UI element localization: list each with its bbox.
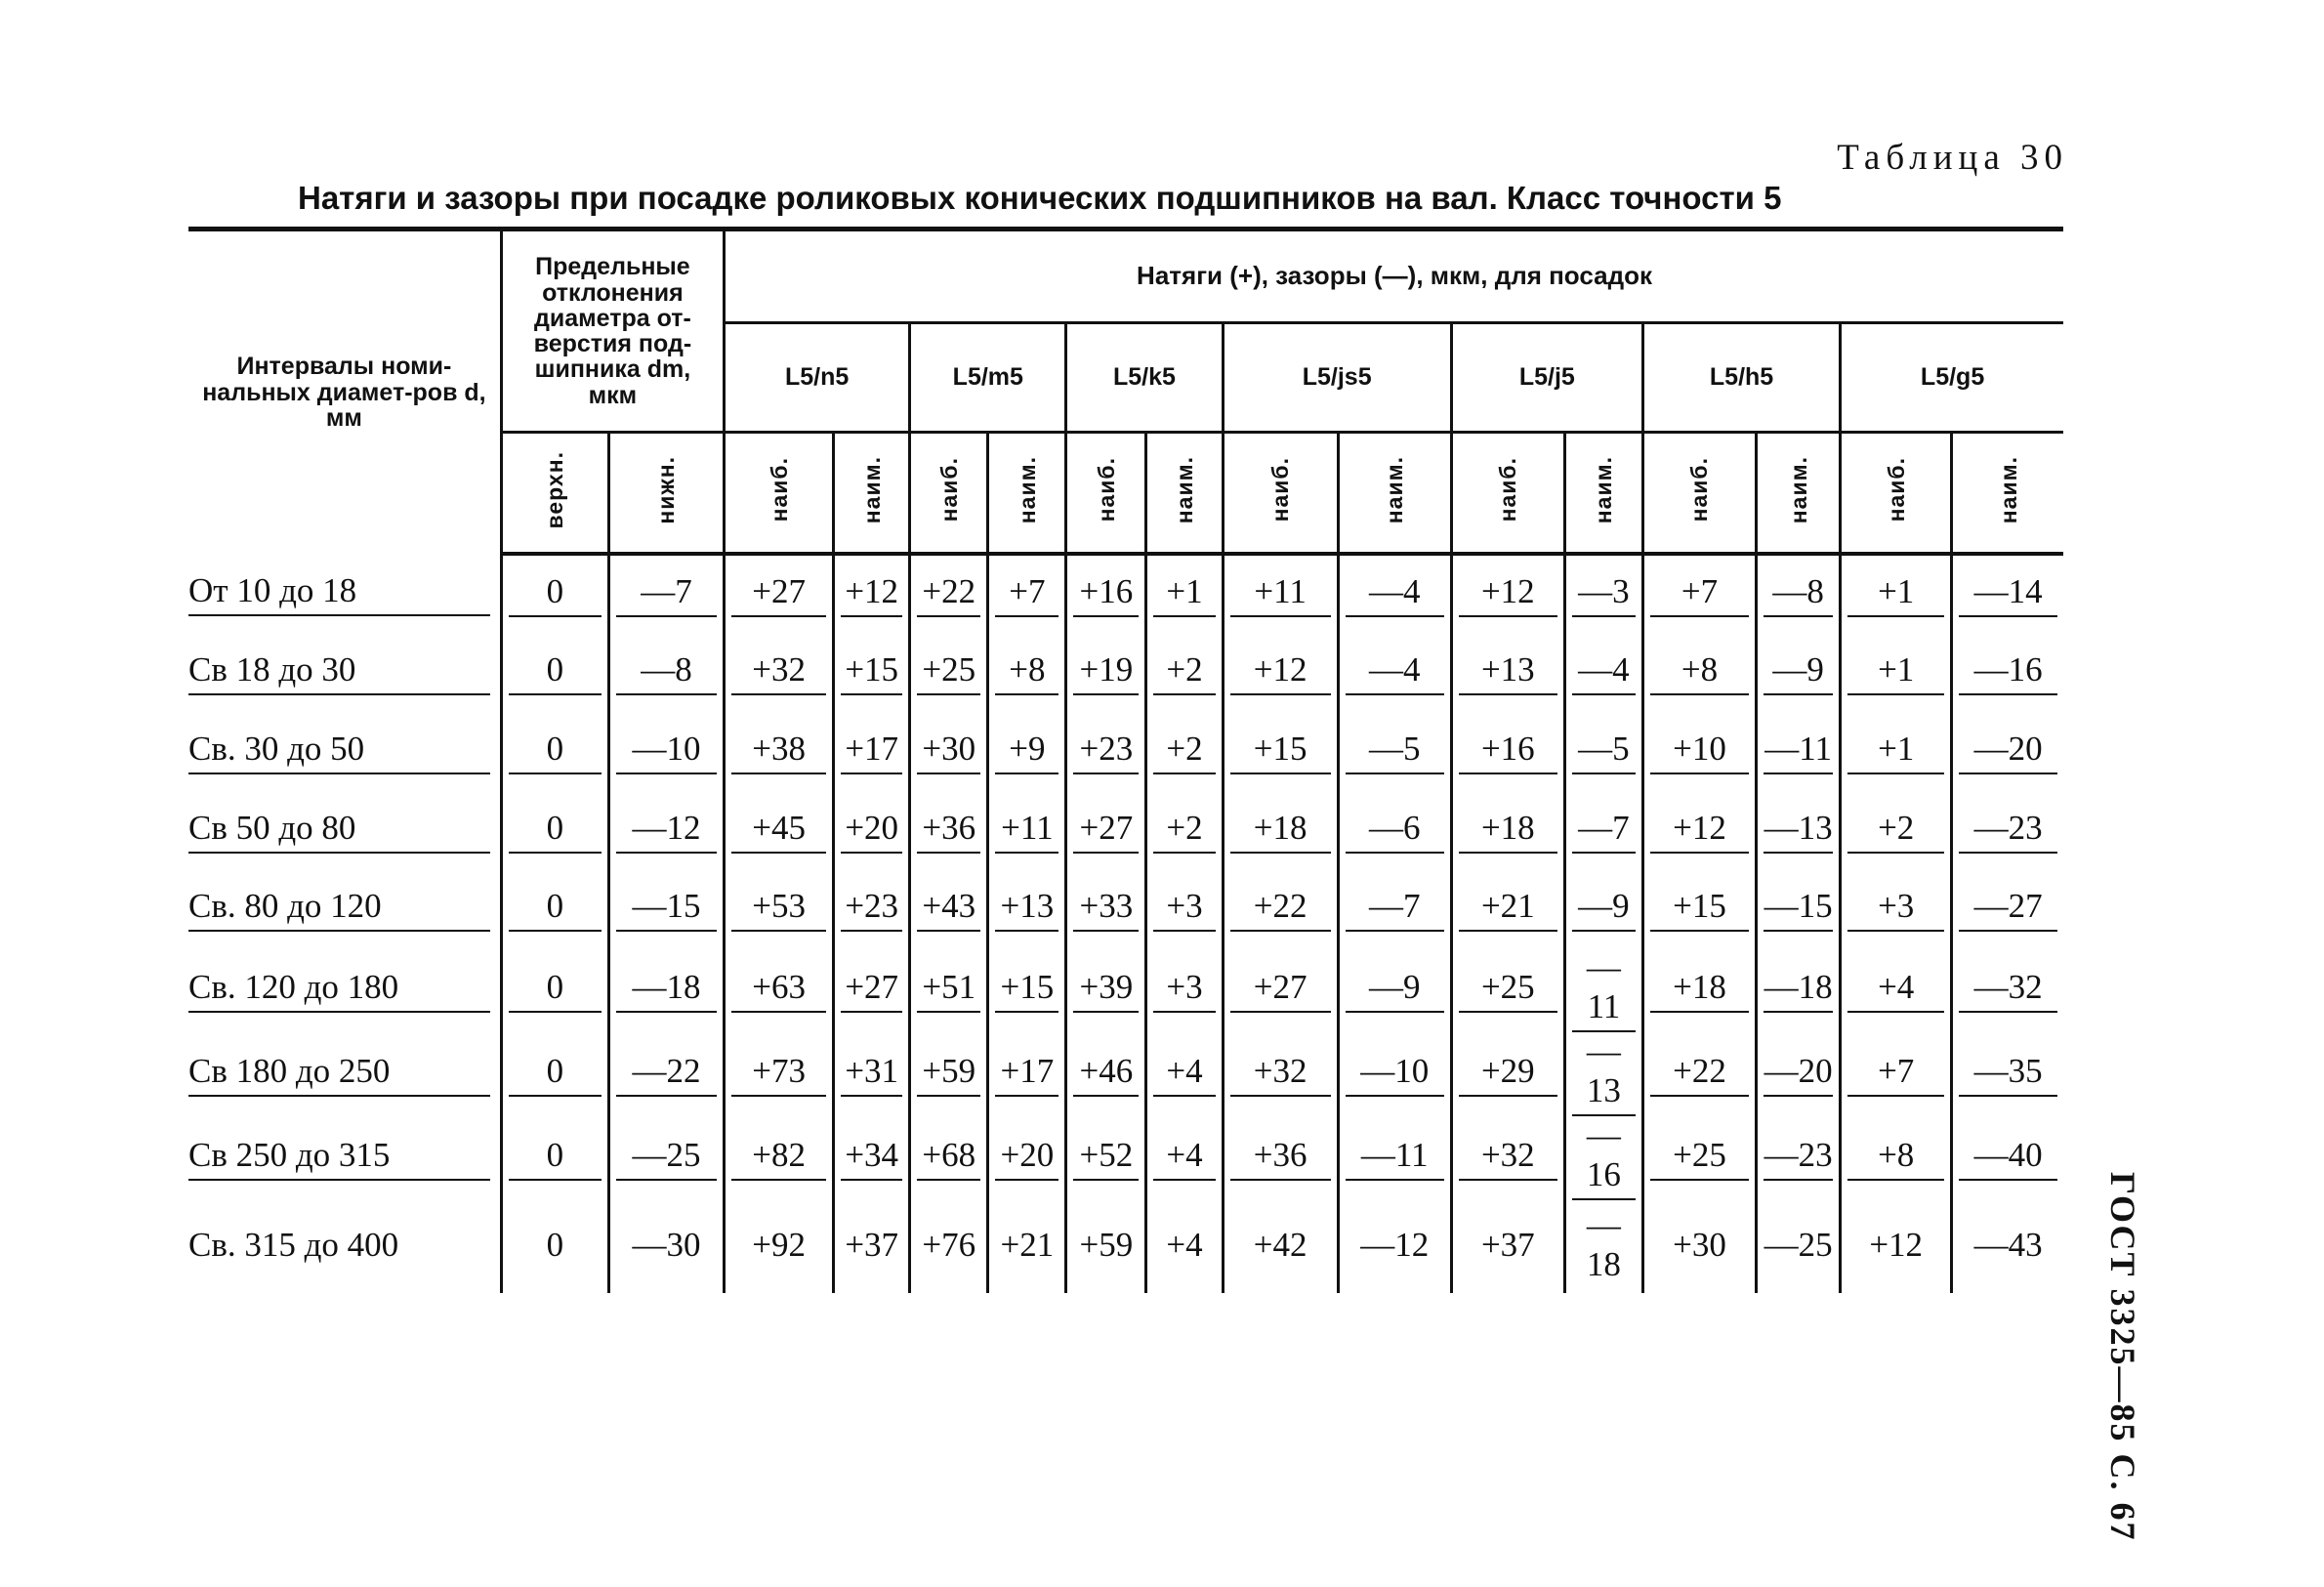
header-deviation: Предельные отклонения диаметра от-верстия под-шипника dm, мкм	[501, 230, 724, 433]
value-cell: +20	[988, 1116, 1066, 1200]
value-cell: —27	[1952, 870, 2063, 949]
deviation-upper: 0	[501, 634, 608, 713]
value-cell: +25	[1642, 1116, 1756, 1200]
value-cell: +10	[1642, 713, 1756, 792]
value-cell: —8	[1757, 554, 1841, 635]
value-cell: —7	[1338, 870, 1451, 949]
value-cell: —4	[1338, 634, 1451, 713]
deviation-lower: —8	[608, 634, 724, 713]
value-cell: —3	[1564, 554, 1642, 635]
value-cell: +53	[725, 870, 834, 949]
value-cell: +3	[1841, 870, 1952, 949]
value-cell: +25	[1451, 948, 1564, 1032]
table-header	[188, 230, 2063, 554]
value-cell: +46	[1066, 1032, 1146, 1116]
value-cell: +22	[1223, 870, 1338, 949]
value-cell: +8	[1841, 1116, 1952, 1200]
value-cell: +7	[1642, 554, 1756, 635]
value-cell: +19	[1066, 634, 1146, 713]
deviation-upper: 0	[501, 948, 608, 1032]
value-cell: +29	[1451, 1032, 1564, 1116]
value-cell: —9	[1757, 634, 1841, 713]
value-cell: +13	[1451, 634, 1564, 713]
value-cell: +15	[988, 948, 1066, 1032]
value-cell: +4	[1146, 1200, 1223, 1293]
value-cell: —32	[1952, 948, 2063, 1032]
table-row	[188, 634, 2063, 713]
deviation-upper: 0	[501, 713, 608, 792]
value-cell: +59	[910, 1032, 988, 1116]
value-cell: +32	[1451, 1116, 1564, 1200]
value-cell: —43	[1952, 1200, 2063, 1293]
value-cell: +31	[834, 1032, 910, 1116]
fit-table	[188, 227, 2063, 1293]
value-cell: +37	[834, 1200, 910, 1293]
value-cell: +45	[725, 791, 834, 870]
value-cell: +2	[1146, 634, 1223, 713]
header-min: наим.	[1952, 433, 2063, 554]
fit-label-g5: L5/g5	[1841, 323, 2063, 433]
value-cell: +12	[1642, 791, 1756, 870]
deviation-lower: —15	[608, 870, 724, 949]
header-upper: верхн.	[501, 433, 608, 554]
value-cell: +3	[1146, 948, 1223, 1032]
value-cell: —18	[1564, 1200, 1642, 1293]
value-cell: —23	[1952, 791, 2063, 870]
value-cell: +51	[910, 948, 988, 1032]
value-cell: +2	[1146, 791, 1223, 870]
value-cell: +7	[988, 554, 1066, 635]
value-cell: +52	[1066, 1116, 1146, 1200]
row-interval: Св 18 до 30	[188, 634, 501, 713]
deviation-lower: —12	[608, 791, 724, 870]
value-cell: +33	[1066, 870, 1146, 949]
value-cell: +27	[834, 948, 910, 1032]
value-cell: +32	[1223, 1032, 1338, 1116]
fit-label-k5: L5/k5	[1066, 323, 1223, 433]
deviation-upper: 0	[501, 1032, 608, 1116]
value-cell: —4	[1564, 634, 1642, 713]
value-cell: —11	[1338, 1116, 1451, 1200]
deviation-upper: 0	[501, 1116, 608, 1200]
value-cell: —9	[1338, 948, 1451, 1032]
value-cell: —14	[1952, 554, 2063, 635]
table-title: Натяги и зазоры при посадке роликовых конических подшипников на вал. Класс точности 5	[298, 180, 1782, 216]
value-cell: +16	[1066, 554, 1146, 635]
deviation-upper: 0	[501, 554, 608, 635]
value-cell: +1	[1841, 554, 1952, 635]
deviation-lower: —22	[608, 1032, 724, 1116]
value-cell: +2	[1841, 791, 1952, 870]
header-max: наиб.	[725, 433, 834, 554]
value-cell: +68	[910, 1116, 988, 1200]
value-cell: —35	[1952, 1032, 2063, 1116]
deviation-upper: 0	[501, 1200, 608, 1293]
row-interval: Св. 120 до 180	[188, 948, 501, 1032]
value-cell: +39	[1066, 948, 1146, 1032]
value-cell: +21	[1451, 870, 1564, 949]
value-cell: —13	[1757, 791, 1841, 870]
header-min: наим.	[834, 433, 910, 554]
value-cell: —10	[1338, 1032, 1451, 1116]
value-cell: +1	[1146, 554, 1223, 635]
value-cell: +36	[910, 791, 988, 870]
table-row	[188, 1200, 2063, 1293]
table-row	[188, 1116, 2063, 1200]
value-cell: —16	[1952, 634, 2063, 713]
value-cell: +43	[910, 870, 988, 949]
value-cell: —13	[1564, 1032, 1642, 1116]
value-cell: +37	[1451, 1200, 1564, 1293]
row-interval: Св 250 до 315	[188, 1116, 501, 1200]
row-interval: Св 180 до 250	[188, 1032, 501, 1116]
value-cell: +4	[1841, 948, 1952, 1032]
table-row	[188, 948, 2063, 1032]
value-cell: +12	[1223, 634, 1338, 713]
value-cell: —15	[1757, 870, 1841, 949]
deviation-lower: —25	[608, 1116, 724, 1200]
value-cell: +21	[988, 1200, 1066, 1293]
value-cell: +15	[834, 634, 910, 713]
row-interval: Св 50 до 80	[188, 791, 501, 870]
value-cell: —5	[1338, 713, 1451, 792]
page-running-head: ГОСТ 3325—85 С. 67	[2103, 1172, 2142, 1542]
value-cell: —5	[1564, 713, 1642, 792]
value-cell: +27	[725, 554, 834, 635]
value-cell: +30	[910, 713, 988, 792]
deviation-lower: —7	[608, 554, 724, 635]
deviation-lower: —10	[608, 713, 724, 792]
value-cell: +11	[1223, 554, 1338, 635]
deviation-upper: 0	[501, 791, 608, 870]
header-min: наим.	[1146, 433, 1223, 554]
value-cell: —16	[1564, 1116, 1642, 1200]
value-cell: +73	[725, 1032, 834, 1116]
table-row	[188, 791, 2063, 870]
header-max: наиб.	[1451, 433, 1564, 554]
table-body	[188, 554, 2063, 1294]
value-cell: +20	[834, 791, 910, 870]
value-cell: +32	[725, 634, 834, 713]
value-cell: +25	[910, 634, 988, 713]
table-row	[188, 713, 2063, 792]
table-row	[188, 870, 2063, 949]
value-cell: —11	[1757, 713, 1841, 792]
value-cell: +63	[725, 948, 834, 1032]
value-cell: +15	[1223, 713, 1338, 792]
value-cell: —4	[1338, 554, 1451, 635]
header-min: наим.	[1338, 433, 1451, 554]
fit-label-m5: L5/m5	[910, 323, 1066, 433]
value-cell: +8	[988, 634, 1066, 713]
value-cell: +23	[1066, 713, 1146, 792]
table-row	[188, 1032, 2063, 1116]
value-cell: +12	[834, 554, 910, 635]
row-interval: Св. 80 до 120	[188, 870, 501, 949]
deviation-lower: —18	[608, 948, 724, 1032]
value-cell: —25	[1757, 1200, 1841, 1293]
value-cell: +17	[834, 713, 910, 792]
value-cell: +12	[1451, 554, 1564, 635]
value-cell: +17	[988, 1032, 1066, 1116]
value-cell: +92	[725, 1200, 834, 1293]
fit-label-j5: L5/j5	[1451, 323, 1642, 433]
value-cell: +8	[1642, 634, 1756, 713]
value-cell: +23	[834, 870, 910, 949]
header-fit-group: Натяги (+), зазоры (—), мкм, для посадок	[725, 230, 2063, 323]
header-min: наим.	[988, 433, 1066, 554]
value-cell: —40	[1952, 1116, 2063, 1200]
header-max: наиб.	[1642, 433, 1756, 554]
value-cell: +16	[1451, 713, 1564, 792]
value-cell: +4	[1146, 1032, 1223, 1116]
deviation-upper: 0	[501, 870, 608, 949]
value-cell: +30	[1642, 1200, 1756, 1293]
value-cell: +11	[988, 791, 1066, 870]
value-cell: +18	[1451, 791, 1564, 870]
value-cell: —18	[1757, 948, 1841, 1032]
fit-label-n5: L5/n5	[725, 323, 910, 433]
value-cell: +2	[1146, 713, 1223, 792]
value-cell: +1	[1841, 713, 1952, 792]
header-min: наим.	[1564, 433, 1642, 554]
row-interval: Св. 30 до 50	[188, 713, 501, 792]
value-cell: +36	[1223, 1116, 1338, 1200]
table-number-label: Таблица 30	[1837, 138, 2068, 178]
value-cell: +27	[1223, 948, 1338, 1032]
value-cell: +4	[1146, 1116, 1223, 1200]
value-cell: +42	[1223, 1200, 1338, 1293]
header-max: наиб.	[1066, 433, 1146, 554]
header-min: наим.	[1757, 433, 1841, 554]
header-max: наиб.	[910, 433, 988, 554]
value-cell: +34	[834, 1116, 910, 1200]
deviation-lower: —30	[608, 1200, 724, 1293]
value-cell: —11	[1564, 948, 1642, 1032]
value-cell: —6	[1338, 791, 1451, 870]
value-cell: —23	[1757, 1116, 1841, 1200]
value-cell: +1	[1841, 634, 1952, 713]
value-cell: +22	[910, 554, 988, 635]
header-max: наиб.	[1841, 433, 1952, 554]
value-cell: +7	[1841, 1032, 1952, 1116]
value-cell: +18	[1642, 948, 1756, 1032]
value-cell: +9	[988, 713, 1066, 792]
value-cell: +13	[988, 870, 1066, 949]
value-cell: +82	[725, 1116, 834, 1200]
fit-label-js5: L5/js5	[1223, 323, 1451, 433]
row-interval: Св. 315 до 400	[188, 1225, 399, 1264]
header-lower: нижн.	[608, 433, 724, 554]
value-cell: +76	[910, 1200, 988, 1293]
value-cell: +15	[1642, 870, 1756, 949]
value-cell: +27	[1066, 791, 1146, 870]
value-cell: —12	[1338, 1200, 1451, 1293]
value-cell: +3	[1146, 870, 1223, 949]
value-cell: —20	[1952, 713, 2063, 792]
header-interval: Интервалы номи-нальных диамет-ров d, мм	[188, 230, 501, 554]
row-interval: От 10 до 18	[188, 554, 501, 635]
value-cell: —9	[1564, 870, 1642, 949]
value-cell: —7	[1564, 791, 1642, 870]
table-row	[188, 554, 2063, 635]
value-cell: +12	[1841, 1200, 1952, 1293]
value-cell: +59	[1066, 1200, 1146, 1293]
value-cell: +22	[1642, 1032, 1756, 1116]
value-cell: —20	[1757, 1032, 1841, 1116]
fit-label-h5: L5/h5	[1642, 323, 1840, 433]
value-cell: +38	[725, 713, 834, 792]
value-cell: +18	[1223, 791, 1338, 870]
header-max: наиб.	[1223, 433, 1338, 554]
